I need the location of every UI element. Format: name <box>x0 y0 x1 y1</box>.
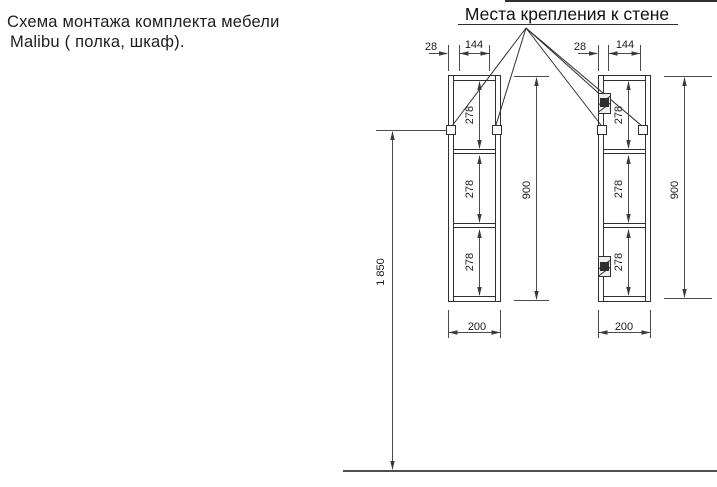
dim-body-height-left: 900 <box>521 180 533 200</box>
mount-point-right-cabinet-right <box>639 126 648 135</box>
dim-width-left <box>449 310 501 338</box>
title-line-1: Схема монтажа комплекта мебели <box>7 13 280 31</box>
dim-floor-height <box>375 131 447 471</box>
hanger-bracket-upper <box>599 94 611 114</box>
dim-height-left <box>514 77 549 301</box>
arrow-head <box>589 51 598 55</box>
dim-compartment-left-2: 278 <box>464 179 476 199</box>
arrow-head <box>390 461 394 470</box>
dim-body-width-right: 200 <box>614 321 634 333</box>
dim-body-width-left: 200 <box>467 321 487 333</box>
hanger-bracket-lower <box>599 257 611 277</box>
dim-compartment-right-3: 278 <box>613 252 625 272</box>
arrow-head <box>477 287 481 296</box>
dim-side-offset-left: 28 <box>424 41 438 53</box>
mount-point-left-cabinet-left <box>447 126 456 135</box>
arrow-head <box>626 81 630 90</box>
wall-mount-callout-label: Места крепления к стене <box>464 4 670 24</box>
arrow-head <box>682 289 686 298</box>
dim-compartment-right-1: 278 <box>613 105 625 125</box>
arrow-head <box>682 77 686 86</box>
mount-point-left-cabinet-right <box>493 126 502 135</box>
arrow-head <box>626 287 630 296</box>
title-line-2: Malibu ( полка, шкаф). <box>10 33 185 51</box>
arrow-head <box>609 51 618 55</box>
dim-body-height-right: 900 <box>669 180 681 200</box>
arrow-head <box>439 51 448 55</box>
arrow-head <box>460 51 469 55</box>
arrow-head <box>626 229 630 238</box>
dim-mount-spacing-left: 144 <box>464 39 484 51</box>
mount-point-right-cabinet-left <box>598 126 607 135</box>
dim-top-right <box>574 39 641 71</box>
dim-compartment-left-1: 278 <box>464 105 476 125</box>
arrow-head <box>632 51 641 55</box>
arrow-head <box>390 131 394 140</box>
dim-compartment-left-3: 278 <box>464 252 476 272</box>
dim-compartment-right-2: 278 <box>613 179 625 199</box>
arrow-head <box>477 155 481 164</box>
arrow-head <box>477 229 481 238</box>
arrow-head <box>477 81 481 90</box>
arrow-head <box>534 291 538 300</box>
arrow-head <box>477 214 481 223</box>
arrow-head <box>534 77 538 86</box>
dim-floor-height-label: 1 850 <box>375 258 387 286</box>
arrow-head <box>626 140 630 149</box>
dim-shelves-right <box>613 81 631 296</box>
arrow-head <box>599 330 608 334</box>
dim-side-offset-right: 28 <box>573 41 587 53</box>
arrow-head <box>449 330 458 334</box>
dim-height-right <box>664 77 712 299</box>
arrow-head <box>626 214 630 223</box>
dim-shelves-left <box>464 81 482 296</box>
dim-mount-spacing-right: 144 <box>615 39 635 51</box>
arrow-head <box>477 140 481 149</box>
dim-width-right <box>599 310 651 338</box>
arrow-head <box>481 51 490 55</box>
arrow-head <box>642 330 651 334</box>
dim-top-left <box>425 39 490 71</box>
arrow-head <box>492 330 501 334</box>
arrow-head <box>626 155 630 164</box>
